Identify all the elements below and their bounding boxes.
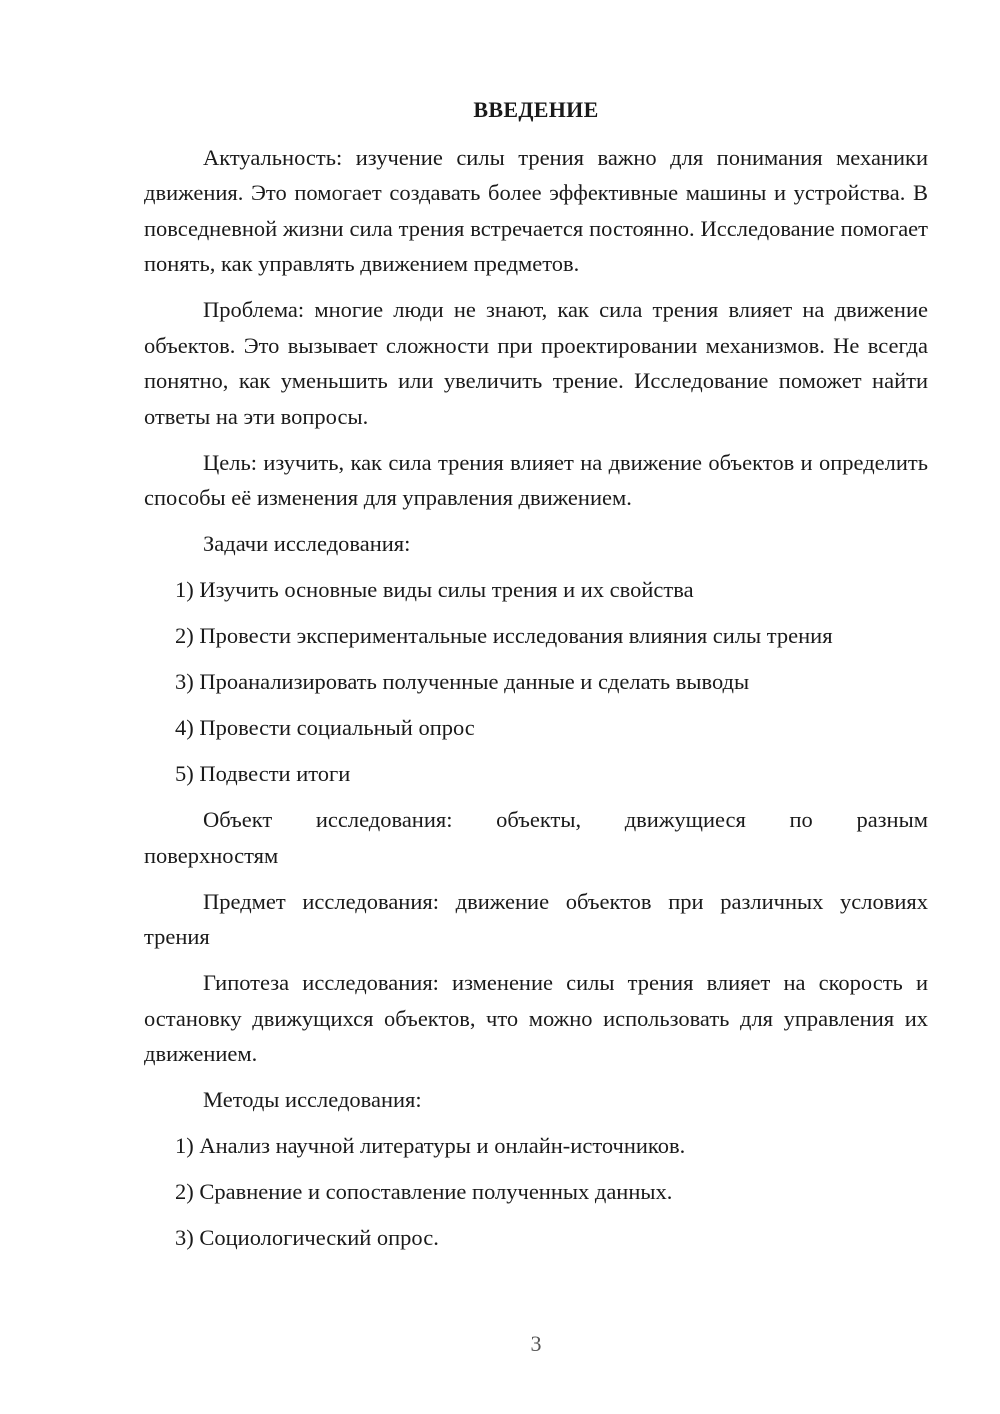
paragraph-hypothesis: Гипотеза исследования: изменение силы трения влияет на скорость и остановку движущихся объектов, что можно использовать для управления их движением. <box>144 970 928 1066</box>
list-item: 3) Проанализировать полученные данные и сделать выводы <box>175 669 750 694</box>
list-item: 2) Провести экспериментальные исследования влияния силы трения <box>175 623 833 648</box>
methods-heading: Методы исследования: <box>203 1087 422 1112</box>
methods-list <box>144 1128 928 1256</box>
object-word: Объект <box>203 807 273 832</box>
object-word: движущиеся <box>624 807 746 832</box>
paragraph-relevance: Актуальность: изучение силы трения важно для понимания механики движения. Это помогает создавать более эффективные машины и устройства. В повседневной жизни сила трения встречается постоянно. Исследование помогает понять, как управлять движением предметов. <box>144 144 928 276</box>
page-number: 3 <box>530 1331 542 1356</box>
object-word: объекты, <box>496 807 582 832</box>
object-first-line <box>144 802 928 838</box>
page-title: ВВЕДЕНИЕ <box>473 97 599 122</box>
paragraph-problem: Проблема: многие люди не знают, как сила трения влияет на движение объектов. Это вызывает сложности при проектировании механизмов. Не всегда понятно, как уменьшить или увеличить трение. Исследование поможет найти ответы на эти вопросы. <box>144 297 928 429</box>
list-item: 1) Анализ научной литературы и онлайн-источников. <box>175 1133 686 1158</box>
list-item: 1) Изучить основные виды силы трения и их свойства <box>175 577 694 602</box>
tasks-heading: Задачи исследования: <box>203 531 411 556</box>
paragraph-subject: Предмет исследования: движение объектов при различных условиях трения <box>144 888 928 949</box>
paragraph-object <box>144 802 928 873</box>
list-item: 2) Сравнение и сопоставление полученных данных. <box>175 1179 673 1204</box>
object-word: по <box>789 807 813 832</box>
document-page <box>144 92 928 1266</box>
list-item: 5) Подвести итоги <box>175 761 351 786</box>
list-item: 3) Социологический опрос. <box>175 1225 439 1250</box>
tasks-list <box>144 572 928 792</box>
object-word: разным <box>856 807 928 832</box>
list-item: 4) Провести социальный опрос <box>175 715 475 740</box>
object-word: исследования: <box>315 807 453 832</box>
paragraph-goal: Цель: изучить, как сила трения влияет на движение объектов и определить способы её изменения для управления движением. <box>144 449 928 510</box>
object-second-line: поверхностям <box>144 842 279 868</box>
